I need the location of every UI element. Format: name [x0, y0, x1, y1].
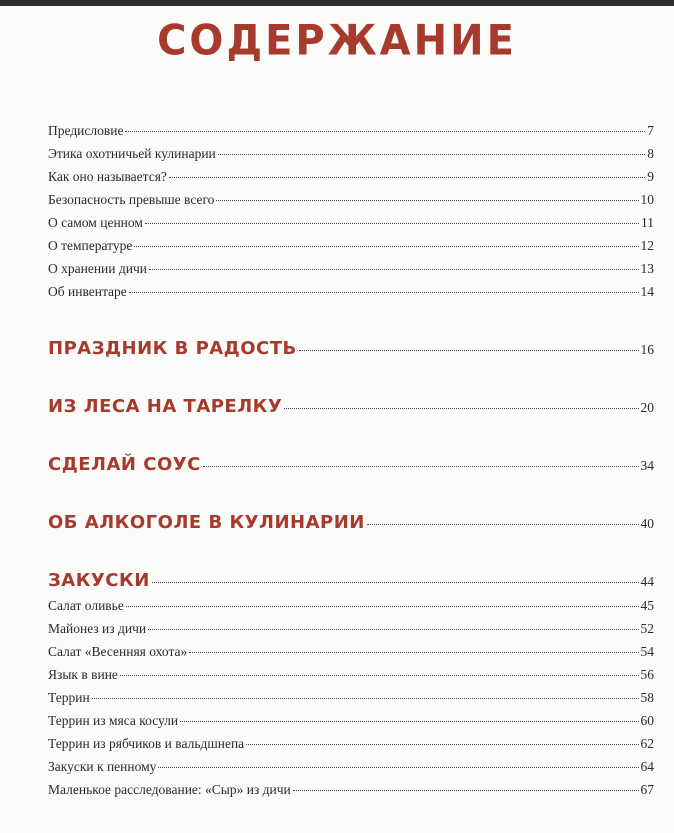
leader-dots	[148, 629, 638, 630]
toc-entry-label: Предисловие	[48, 123, 124, 138]
toc-entry-label: О самом ценном	[48, 215, 143, 230]
toc-entry[interactable]	[48, 237, 654, 255]
toc-entry[interactable]	[48, 260, 654, 278]
leader-dots	[180, 721, 638, 722]
toc-subentry-page: 56	[640, 667, 654, 682]
leader-dots	[284, 408, 638, 409]
toc-section-page: 34	[640, 458, 654, 473]
toc-subentry-label: Закуски к пенному	[48, 759, 157, 774]
toc-entry-page: 11	[641, 215, 654, 230]
leader-dots	[189, 652, 638, 653]
toc-section-page: 44	[640, 574, 654, 589]
toc-section-label: СДЕЛАЙ СОУС	[48, 454, 201, 475]
top-edge-line	[0, 0, 674, 6]
toc-entry-label: О температуре	[48, 238, 133, 253]
toc-subentry-label: Террин	[48, 690, 90, 705]
toc-subentry-label: Салат «Весенняя охота»	[48, 644, 188, 659]
leader-dots	[149, 269, 639, 270]
toc-subentry[interactable]	[48, 758, 654, 776]
leader-dots	[293, 790, 639, 791]
toc-subentry[interactable]	[48, 781, 654, 799]
toc-subentry[interactable]	[48, 712, 654, 730]
toc-subentry-label: Террин из мяса косули	[48, 713, 179, 728]
toc-entry[interactable]	[48, 122, 654, 140]
toc-subentry[interactable]	[48, 597, 654, 615]
toc-subentry-label: Салат оливье	[48, 598, 124, 613]
toc-entry-page: 12	[640, 238, 654, 253]
toc-section[interactable]	[48, 340, 654, 359]
toc-entry-page: 7	[647, 123, 654, 138]
leader-dots	[246, 744, 638, 745]
toc-subentry-page: 58	[640, 690, 654, 705]
toc-section-page: 20	[640, 400, 654, 415]
leader-dots	[125, 131, 645, 132]
leader-dots	[299, 350, 639, 351]
toc-entry[interactable]	[48, 168, 654, 186]
toc-section-label: ОБ АЛКОГОЛЕ В КУЛИНАРИИ	[48, 512, 365, 533]
toc-section[interactable]	[48, 572, 654, 591]
toc-subentry[interactable]	[48, 735, 654, 753]
leader-dots	[216, 200, 638, 201]
toc-entry[interactable]	[48, 283, 654, 301]
toc-entry-label: Безопасность превыше всего	[48, 192, 215, 207]
toc-subentry-page: 52	[640, 621, 654, 636]
toc-subentry-label: Майонез из дичи	[48, 621, 147, 636]
toc-entry-label: Как оно называется?	[48, 169, 167, 184]
toc-subentry-page: 62	[640, 736, 654, 751]
leader-dots	[218, 154, 645, 155]
toc-subentry-page: 67	[640, 782, 654, 797]
toc-section[interactable]	[48, 514, 654, 533]
leader-dots	[203, 466, 639, 467]
toc-subentry-page: 54	[640, 644, 654, 659]
toc-section-label: ИЗ ЛЕСА НА ТАРЕЛКУ	[48, 396, 283, 417]
toc-section[interactable]	[48, 456, 654, 475]
toc-entry[interactable]	[48, 191, 654, 209]
toc-subentry-label: Террин из рябчиков и вальдшнепа	[48, 736, 245, 751]
toc-entry-page: 14	[640, 284, 654, 299]
toc-subentry-page: 45	[640, 598, 654, 613]
toc-subentry-page: 60	[640, 713, 654, 728]
leader-dots	[129, 292, 639, 293]
toc-entry-page: 8	[647, 146, 654, 161]
leader-dots	[126, 606, 639, 607]
toc-section-label: ПРАЗДНИК В РАДОСТЬ	[48, 338, 297, 359]
leader-dots	[145, 223, 639, 224]
toc-entry-label: Об инвентаре	[48, 284, 127, 299]
toc-entry-label: О хранении дичи	[48, 261, 147, 276]
toc-section-page: 16	[640, 342, 654, 357]
leader-dots	[152, 582, 639, 583]
toc-entry[interactable]	[48, 145, 654, 163]
toc-section-label: ЗАКУСКИ	[48, 570, 150, 591]
toc-subentry-label: Маленькое расследование: «Сыр» из дичи	[48, 782, 291, 797]
leader-dots	[367, 524, 639, 525]
leader-dots	[134, 246, 638, 247]
toc-subentry[interactable]	[48, 643, 654, 661]
toc-entry-page: 10	[640, 192, 654, 207]
toc-entry[interactable]	[48, 214, 654, 232]
leader-dots	[169, 177, 645, 178]
toc-entry-label: Этика охотничьей кулинарии	[48, 146, 216, 161]
toc-entry-page: 9	[647, 169, 654, 184]
toc-subentry-label: Язык в вине	[48, 667, 118, 682]
toc-subentry[interactable]	[48, 689, 654, 707]
page-title: СОДЕРЖАНИЕ	[157, 16, 517, 66]
toc-subentry[interactable]	[48, 620, 654, 638]
toc-subentry-page: 64	[640, 759, 654, 774]
toc-section[interactable]	[48, 398, 654, 417]
leader-dots	[92, 698, 639, 699]
toc-entry-page: 13	[640, 261, 654, 276]
leader-dots	[120, 675, 639, 676]
toc-section-page: 40	[640, 516, 654, 531]
leader-dots	[158, 767, 638, 768]
toc-subentry[interactable]	[48, 666, 654, 684]
